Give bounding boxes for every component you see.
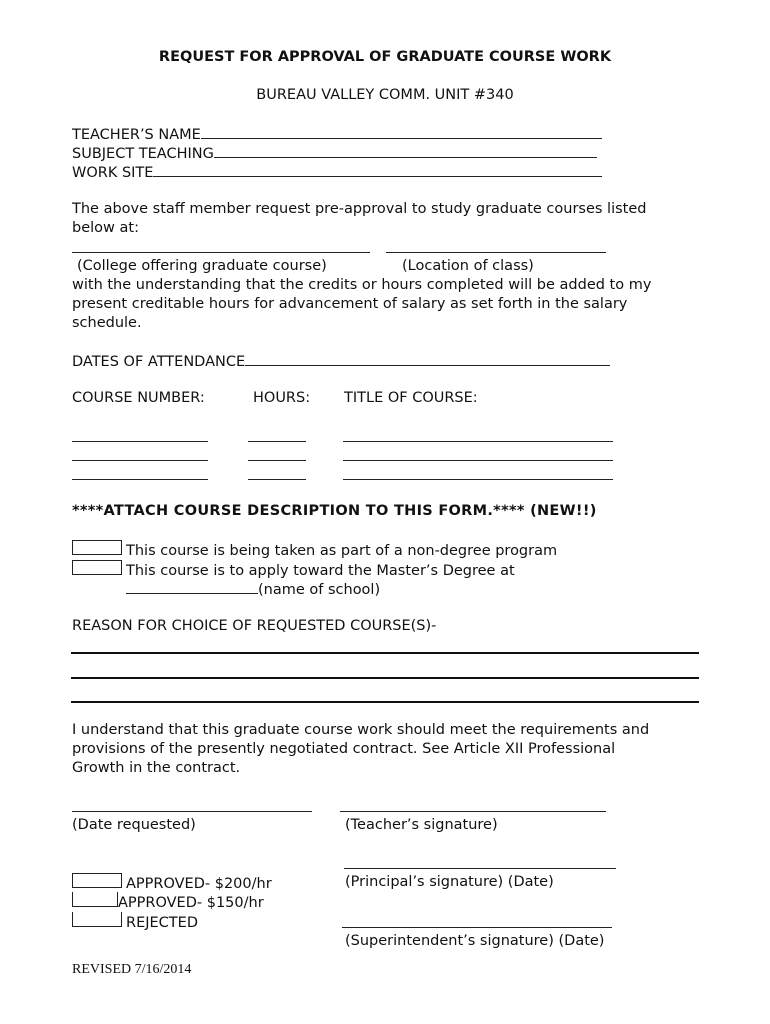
course-number-line[interactable] bbox=[72, 446, 208, 461]
attach-notice: ****ATTACH COURSE DESCRIPTION TO THIS FORM.**** (NEW!!) bbox=[72, 503, 597, 519]
non-degree-checkbox[interactable] bbox=[72, 540, 122, 555]
table-row[interactable] bbox=[72, 427, 613, 448]
table-row[interactable] bbox=[72, 446, 613, 467]
masters-option[interactable] bbox=[72, 560, 515, 581]
course-title-header: TITLE OF COURSE: bbox=[344, 390, 478, 406]
superintendent-signature-caption: (Superintendent’s signature) (Date) bbox=[345, 933, 605, 949]
course-number-line[interactable] bbox=[72, 465, 208, 480]
principal-signature-line[interactable] bbox=[344, 854, 616, 875]
course-title-line[interactable] bbox=[343, 446, 613, 461]
hours-header: HOURS: bbox=[253, 390, 311, 406]
non-degree-label: This course is being taken as part of a non-degree program bbox=[126, 543, 558, 559]
dates-line[interactable] bbox=[245, 351, 610, 366]
district-name: BUREAU VALLEY COMM. UNIT #340 bbox=[256, 87, 514, 103]
non-degree-option[interactable] bbox=[72, 540, 557, 561]
work-site-field[interactable] bbox=[72, 162, 602, 183]
teacher-name-field[interactable] bbox=[72, 124, 602, 145]
school-field[interactable] bbox=[126, 579, 380, 600]
location-line[interactable] bbox=[386, 238, 606, 259]
approved-150-checkbox[interactable] bbox=[72, 892, 118, 907]
rejected-label: REJECTED bbox=[126, 915, 198, 931]
understanding-line-1: I understand that this graduate course work should meet the requirements and bbox=[72, 722, 650, 738]
masters-label: This course is to apply toward the Master’s Degree at bbox=[126, 563, 515, 579]
intro-line-3: with the understanding that the credits or hours completed will be added to my bbox=[72, 277, 652, 293]
date-requested-caption: (Date requested) bbox=[72, 817, 196, 833]
date-requested-line[interactable] bbox=[72, 797, 312, 818]
course-title-line[interactable] bbox=[343, 465, 613, 480]
work-site-label: WORK SITE bbox=[72, 165, 154, 181]
masters-checkbox[interactable] bbox=[72, 560, 122, 575]
form-title: REQUEST FOR APPROVAL OF GRADUATE COURSE WORK bbox=[158, 49, 612, 65]
school-caption: (name of school) bbox=[258, 582, 381, 598]
table-row[interactable] bbox=[72, 465, 613, 486]
reason-line-2[interactable] bbox=[71, 677, 699, 679]
teacher-signature-caption: (Teacher’s signature) bbox=[345, 817, 498, 833]
hours-line[interactable] bbox=[248, 427, 306, 442]
subject-teaching-label: SUBJECT TEACHING bbox=[72, 146, 214, 162]
intro-line-5: schedule. bbox=[72, 315, 142, 331]
revised-date: REVISED 7/16/2014 bbox=[72, 962, 192, 977]
teacher-signature-line[interactable] bbox=[340, 797, 606, 818]
approved-200-option[interactable] bbox=[72, 873, 272, 894]
dates-label: DATES OF ATTENDANCE bbox=[72, 354, 246, 370]
work-site-line[interactable] bbox=[153, 162, 602, 177]
approved-200-checkbox[interactable] bbox=[72, 873, 122, 888]
understanding-line-3: Growth in the contract. bbox=[72, 760, 241, 776]
hours-line[interactable] bbox=[248, 465, 306, 480]
reason-line-1[interactable] bbox=[71, 652, 699, 654]
teacher-name-label: TEACHER’S NAME bbox=[72, 127, 201, 143]
course-number-header: COURSE NUMBER: bbox=[72, 390, 205, 406]
rejected-option[interactable] bbox=[72, 912, 198, 933]
intro-line-2: below at: bbox=[72, 220, 139, 236]
college-caption: (College offering graduate course) bbox=[77, 258, 327, 274]
course-title-line[interactable] bbox=[343, 427, 613, 442]
school-line[interactable] bbox=[126, 579, 258, 594]
hours-line[interactable] bbox=[248, 446, 306, 461]
location-caption: (Location of class) bbox=[402, 258, 534, 274]
course-number-line[interactable] bbox=[72, 427, 208, 442]
approved-150-label: APPROVED- $150/hr bbox=[118, 895, 264, 911]
approved-200-label: APPROVED- $200/hr bbox=[126, 876, 272, 892]
superintendent-signature-line[interactable] bbox=[342, 913, 612, 934]
principal-signature-caption: (Principal’s signature) (Date) bbox=[345, 874, 554, 890]
intro-line-4: present creditable hours for advancement of salary as set forth in the salary bbox=[72, 296, 628, 312]
subject-teaching-line[interactable] bbox=[214, 143, 597, 158]
understanding-line-2: provisions of the presently negotiated contract. See Article XII Professional bbox=[72, 741, 616, 757]
intro-line-1: The above staff member request pre-approval to study graduate courses listed bbox=[72, 201, 647, 217]
teacher-name-line[interactable] bbox=[201, 124, 602, 139]
reason-line-3[interactable] bbox=[71, 701, 699, 703]
reason-label: REASON FOR CHOICE OF REQUESTED COURSE(S)- bbox=[72, 618, 437, 634]
subject-teaching-field[interactable] bbox=[72, 143, 597, 164]
rejected-checkbox[interactable] bbox=[72, 912, 122, 927]
college-line[interactable] bbox=[72, 238, 370, 259]
approved-150-option[interactable] bbox=[72, 892, 264, 913]
dates-field[interactable] bbox=[72, 351, 610, 372]
